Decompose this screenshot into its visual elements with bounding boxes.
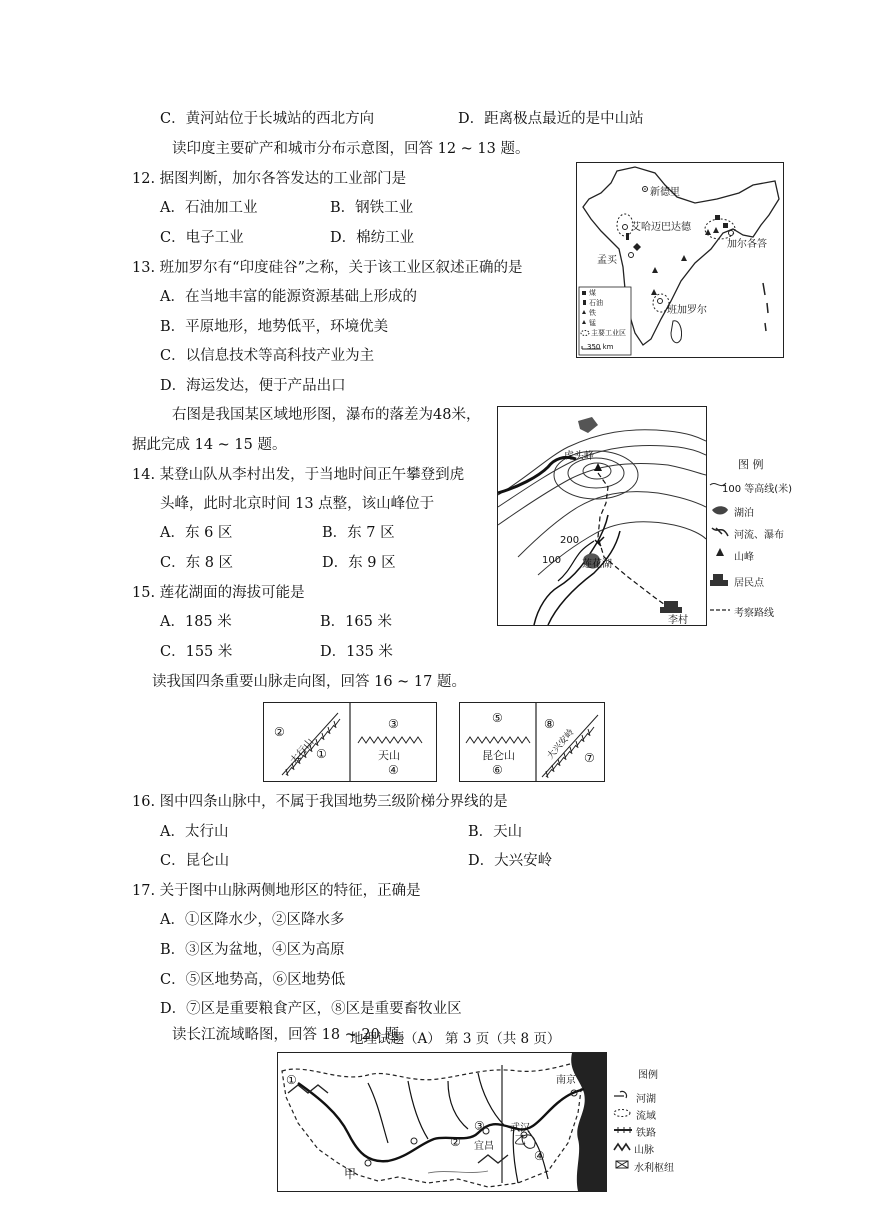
yangtze-legend: [612, 1060, 702, 1180]
city-yichang: 宜昌: [474, 1141, 494, 1152]
city-ahmedabad: 艾哈迈巴达德: [631, 222, 691, 233]
legend-iron: 铁: [589, 309, 596, 317]
q12-option-b: B．钢铁工业: [330, 200, 414, 216]
region-4: ④: [388, 763, 399, 777]
q12-option-d: D．棉纺工业: [330, 230, 415, 246]
q16-stem: 16. 图中四条山脉中，不属于我国地势三级阶梯分界线的是: [132, 794, 508, 810]
legend-route: 考察路线: [734, 608, 774, 619]
label-jia: 甲: [344, 1167, 357, 1181]
legend-industrial-zone: 主要工业区: [591, 329, 626, 337]
yangtze-region-1: ①: [286, 1073, 297, 1087]
legend-coal: 煤: [589, 289, 596, 297]
q14-option-a: A．东 6 区: [160, 525, 233, 541]
q16-option-d: D．大兴安岭: [468, 853, 553, 869]
region-1: ①: [316, 747, 327, 761]
q11-option-d: D．距离极点最近的是中山站: [458, 111, 644, 127]
label-yi: 乙: [514, 1133, 527, 1147]
q11-option-c: C．黄河站位于长城站的西北方向: [160, 111, 375, 127]
city-new-delhi: 新德里: [650, 187, 680, 198]
legend-basin: 流域: [636, 1111, 656, 1122]
intro-16-17: 读我国四条重要山脉走向图，回答 16 ~ 17 题。: [152, 674, 466, 690]
mountain-kunlun: 昆仑山: [482, 749, 515, 762]
q15-option-a: A．185 米: [160, 614, 232, 630]
label-li-village: 李村: [668, 615, 688, 626]
region-6: ⑥: [492, 763, 503, 777]
q17-option-d: D．⑦区是重要粮食产区，⑧区是重要畜牧业区: [160, 1001, 462, 1017]
contour-100: 100: [542, 555, 562, 566]
topo-map: [497, 406, 707, 626]
intro-14-15-line2: 据此完成 14 ~ 15 题。: [132, 437, 287, 453]
q13-option-c: C．以信息技术等高科技产业为主: [160, 348, 375, 364]
intro-14-15-line1: 右图是我国某区域地形图，瀑布的落差为48米，: [172, 407, 481, 423]
q17-option-a: A．①区降水少，②区降水多: [160, 912, 345, 928]
legend-contour: 100 等高线(米): [722, 484, 793, 495]
legend-manganese: 锰: [589, 319, 596, 327]
yangtze-map: [277, 1052, 607, 1192]
mountain-diagram-right: [459, 702, 605, 782]
q14-stem-line1: 14. 某登山队从李村出发，于当地时间正午攀登到虎: [132, 467, 465, 483]
q16-option-c: C．昆仑山: [160, 853, 230, 869]
city-wuhan: 武汉: [510, 1123, 530, 1134]
legend-settlement: 居民点: [734, 578, 764, 589]
region-8: ⑧: [544, 717, 555, 731]
q17-option-b: B．③区为盆地，④区为高原: [160, 942, 345, 958]
region-5: ⑤: [492, 711, 503, 725]
region-7: ⑦: [584, 751, 595, 765]
q15-option-b: B．165 米: [320, 614, 392, 630]
legend-hydro-project: 水利枢纽: [634, 1163, 674, 1174]
q12-option-a: A．石油加工业: [160, 200, 258, 216]
legend-railway: 铁路: [636, 1128, 656, 1139]
scale-bar: 350 km: [587, 343, 614, 351]
legend-river-waterfall: 河流、瀑布: [734, 530, 784, 541]
q16-option-b: B．天山: [468, 824, 523, 840]
q16-option-a: A．太行山: [160, 824, 229, 840]
region-2: ②: [274, 725, 285, 739]
legend-peak: 山峰: [734, 552, 754, 563]
q13-option-a: A．在当地丰富的能源资源基础上形成的: [160, 289, 417, 305]
city-mumbai: 孟买: [597, 255, 617, 266]
label-lianhua-lake: 莲花湖: [582, 559, 612, 570]
legend-oil: 石油: [589, 299, 603, 307]
q15-option-c: C．155 米: [160, 644, 233, 660]
q17-option-c: C．⑤区地势高，⑥区地势低: [160, 972, 346, 988]
topo-legend: [708, 450, 823, 625]
region-3: ③: [388, 717, 399, 731]
city-nanjing: 南京: [556, 1075, 576, 1086]
page-footer: 地理试题（A） 第 3 页（共 8 页）: [350, 1031, 561, 1047]
mountain-tianshan: 天山: [378, 749, 400, 762]
contour-200: 200: [560, 535, 580, 546]
q15-stem: 15. 莲花湖面的海拔可能是: [132, 585, 305, 601]
legend-mountains: 山脉: [634, 1145, 654, 1156]
yangtze-legend-title: 图例: [638, 1070, 658, 1081]
yangtze-region-4: ④: [534, 1149, 545, 1163]
mountain-taihang: 太行山: [288, 736, 317, 767]
yangtze-region-2: ②: [450, 1135, 461, 1149]
mountain-diagram-left: [263, 702, 437, 782]
q13-option-d: D．海运发达，便于产品出口: [160, 378, 346, 394]
legend-lake: 湖泊: [734, 508, 754, 519]
intro-12-13: 读印度主要矿产和城市分布示意图，回答 12 ~ 13 题。: [172, 141, 530, 157]
q12-option-c: C．电子工业: [160, 230, 244, 246]
q14-stem-line2: 头峰，此时北京时间 13 点整，该山峰位于: [160, 496, 435, 512]
intro-18-20: 读长江流域略图，回答 18 ~ 20 题。: [172, 1027, 414, 1043]
india-map: [576, 162, 784, 358]
topo-contours: [498, 407, 706, 625]
q14-option-d: D．东 9 区: [322, 555, 396, 571]
topo-legend-title: 图 例: [738, 458, 764, 471]
q14-option-b: B．东 7 区: [322, 525, 395, 541]
label-hutou-peak: 虎头峰: [564, 451, 594, 462]
q15-option-d: D．135 米: [320, 644, 393, 660]
city-kolkata: 加尔各答: [727, 239, 767, 250]
legend-rivers-lakes: 河湖: [636, 1094, 656, 1105]
yangtze-region-3: ③: [474, 1119, 485, 1133]
q14-option-c: C．东 8 区: [160, 555, 234, 571]
q13-stem: 13. 班加罗尔有“印度硅谷”之称，关于该工业区叙述正确的是: [132, 260, 523, 276]
q12-stem: 12. 据图判断，加尔各答发达的工业部门是: [132, 171, 407, 187]
mountain-daxinganling: 大兴安岭: [545, 727, 577, 762]
q13-option-b: B．平原地形，地势低平，环境优美: [160, 319, 389, 335]
mountain-symbols-right: [460, 703, 604, 781]
q17-stem: 17. 关于图中山脉两侧地形区的特征，正确是: [132, 883, 421, 899]
mountain-symbols-left: [264, 703, 436, 781]
city-bangalore: 班加罗尔: [667, 305, 707, 316]
